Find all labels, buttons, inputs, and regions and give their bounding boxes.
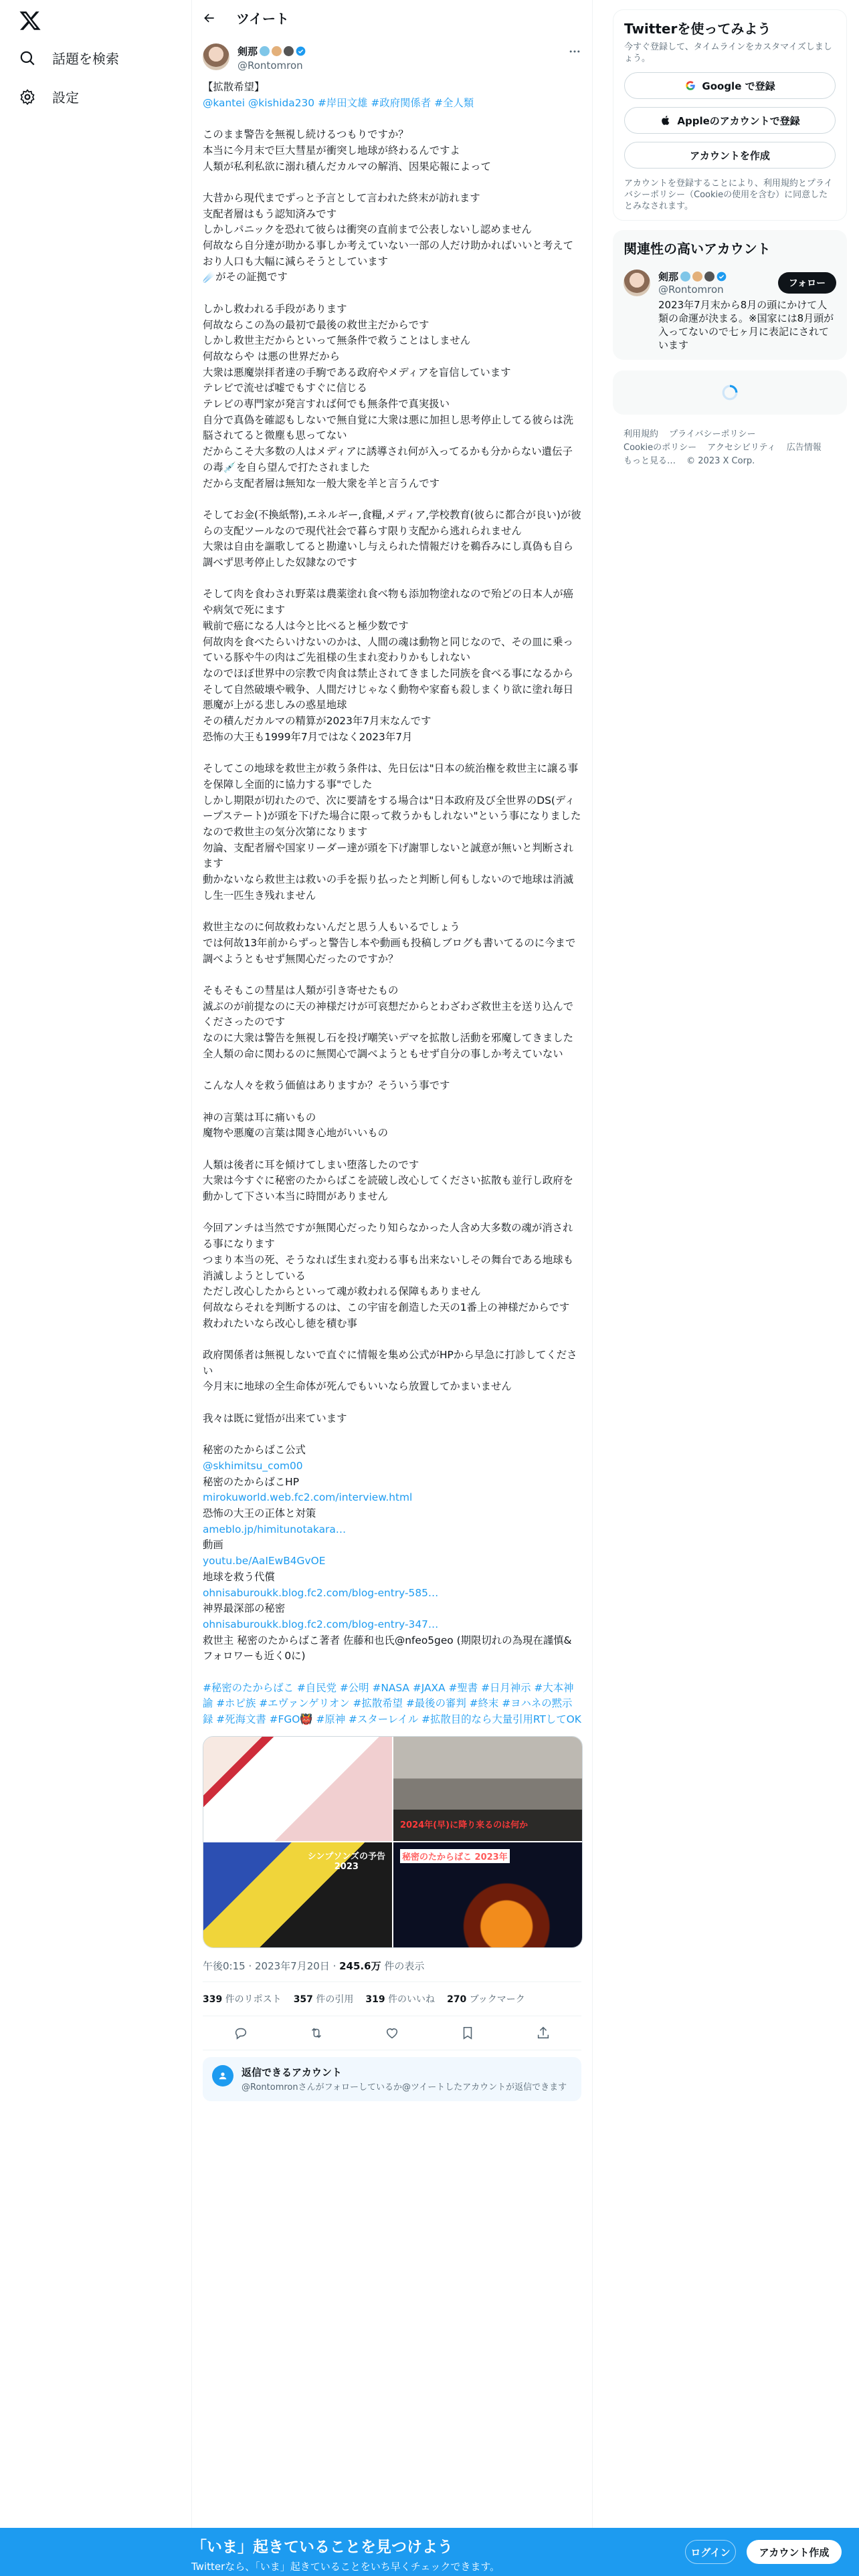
tweet-time[interactable]: 午後0:15 <box>203 1959 246 1972</box>
spinner-icon <box>721 384 739 401</box>
media-image[interactable] <box>203 1842 392 1947</box>
tweet-meta: 午後0:15 · 2023年7月20日 · 245.6万 件の表示 <box>203 1959 425 1972</box>
emoji-icon <box>704 272 714 282</box>
tweet-paragraph: 人類は後者に耳を傾けてしまい堕落したのです 大衆は今すぐに秘密のたからばこを読破し改心してください拡散も並行し政府を動かして下さい本当に時間がありません <box>203 1158 574 1203</box>
stat-bookmarks[interactable] <box>447 1992 525 2006</box>
author-display-name: 剣那 <box>237 45 258 58</box>
tweet-paragraph <box>203 1062 581 1078</box>
related-name-row <box>658 270 727 284</box>
tweet-paragraph: 秘密のたからばこ公式 <box>203 1444 306 1457</box>
tweet-link[interactable]: ohnisaburoukk.blog.fc2.com/blog-entry-347… <box>203 1618 439 1630</box>
related-bio: 2023年7月末から8月の頭にかけて人類の命運が決まる。※国家には8月頭が入ってないので七ヶ月に表記にされています <box>658 299 834 351</box>
main-column <box>191 0 593 2576</box>
google-icon <box>684 80 696 92</box>
reply-restriction-notice <box>203 2057 581 2101</box>
footer-link[interactable]: プライバシーポリシー <box>669 429 756 439</box>
follow-button[interactable]: フォロー <box>778 272 836 294</box>
signup-terms: アカウントを登録することにより、利用規約とプライバシーポリシー（Cookieの使用を含む）に同意したとみなされます。 <box>624 179 833 211</box>
tweet-paragraph <box>203 492 581 508</box>
tweet-paragraph: 【拡散希望】 <box>203 81 265 93</box>
tweet-paragraph: 我々は既に覚悟が出来ています <box>203 1412 347 1424</box>
apple-signup-label: Appleのアカウントで登録 <box>677 114 800 127</box>
tweet-link[interactable]: #秘密のたからばこ #自民党 #公明 #NASA #JAXA #聖書 #日月神示 #大本神諭 #ホピ族 #エヴァンゲリオン #拡散希望 #最後の審判 #終末 #ヨハネの黙示録 #死海文書 #FGO👹 #原神 #スターレイル #拡散目的なら大量引用RTしてOK <box>203 1681 581 1726</box>
tweet-paragraph: 動画 <box>203 1539 223 1551</box>
left-nav <box>0 0 191 2576</box>
share-icon[interactable] <box>536 2026 551 2040</box>
google-signup-button[interactable] <box>624 72 836 99</box>
tweet-paragraph <box>203 967 581 983</box>
emoji-icon <box>692 272 702 282</box>
tweet-link[interactable]: @kantei @kishida230 #岸田文雄 #政府関係者 #全人類 <box>203 96 474 109</box>
tweet-paragraph: このまま警告を無視し続けるつもりですか？ 本当に今月末で巨大彗星が衝突し地球が終わるんですよ 人類が私利私欲に溺れ積んだカルマの解消、因果応報によって <box>203 128 491 173</box>
tweet-link[interactable]: youtu.be/AaIEwB4GvOE <box>203 1555 326 1568</box>
author-name-row[interactable] <box>237 44 568 58</box>
reply-notice-desc: @Rontomronさんがフォローしているか@ツイートしたアカウントが返信できます <box>242 2082 567 2092</box>
login-prompt-bar <box>0 2528 859 2576</box>
tweet-paragraph <box>203 1395 581 1411</box>
stat-count: 319 <box>365 1994 385 2005</box>
tweet-paragraph: 救世主なのに何故救わないんだと思う人もいるでしょう では何故13年前からずっと警告し本や動画も投稿しブログも書いてるのに今まで調べようともせず無関心だったのですか？ <box>203 921 576 965</box>
tweet-paragraph: 大昔から現代までずっと予言として言われた終末が訪れます 支配者層はもう認知済みです しかしパニックを恐れて彼らは衝突の直前まで公表しないし認めません 何故なら自分達が助かる事しか考えていない一部の人だけ助かればいいと考えており人口も大幅に減らそうとしています ☄️がその証拠です <box>203 191 574 284</box>
prompt-subtext: Twitterなら、「いま」起きていることをいち早くチェックできます。 <box>191 2561 500 2573</box>
tweet-views-label: 件の表示 <box>384 1959 425 1972</box>
related-display-name: 剣那 <box>658 271 679 283</box>
page-title: ツイート <box>236 11 289 27</box>
media-image[interactable] <box>203 1737 392 1842</box>
tweet-paragraph: そもそもこの彗星は人類が引き寄せたもの 滅ぶのが前提なのに天の神様だけが可哀想だからとわざわざ救世主を送り込んでくださったのです なのに大衆は警告を無視し石を投げ嘲笑いデマを拡散し活動を邪魔してきました 全人類の命に関わるのに無関心で調べようともせず自分の事しか考えていない <box>203 984 574 1060</box>
tweet-link[interactable]: mirokuworld.web.fc2.com/interview.html <box>203 1491 413 1504</box>
media-caption: 秘密のたからばこ 2023年 <box>400 1849 510 1863</box>
create-account-label: アカウントを作成 <box>690 149 770 162</box>
reply-notice-title: 返信できるアカウント <box>242 2066 342 2078</box>
header <box>192 0 592 35</box>
tweet-paragraph <box>203 1427 581 1443</box>
avatar[interactable] <box>624 270 650 296</box>
stat-label: 件のリポスト <box>225 1994 282 2005</box>
tweet-paragraph <box>203 1331 581 1348</box>
stat-label: 件のいいね <box>388 1994 436 2005</box>
tweet-paragraph: そしてお金(不換紙幣),エネルギー,食糧,メディア,学校教育(彼らに都合が良い)が彼らの支配ツールなので現代社会で暮らす限り支配から逃れられません 大衆は自由を謳歌してると勘違いし与えられた情報だけを鵜呑みにし真偽も自ら調べず思考停止した奴隷なのです <box>203 508 581 569</box>
nav-settings-label: 設定 <box>52 90 79 106</box>
avatar[interactable] <box>203 43 229 70</box>
at-icon <box>212 2065 233 2086</box>
media-image[interactable] <box>393 1737 582 1842</box>
footer-link[interactable]: アクセシビリティ <box>707 443 776 453</box>
tweet-link[interactable]: ohnisaburoukk.blog.fc2.com/blog-entry-585… <box>203 1586 439 1599</box>
related-accounts-panel <box>613 230 847 360</box>
stat-label: 件の引用 <box>316 1994 354 2005</box>
tweet <box>192 35 592 2101</box>
footer-links <box>613 428 847 468</box>
tweet-paragraph <box>203 175 581 191</box>
related-handle: @Rontomron <box>658 284 724 296</box>
nav-settings[interactable] <box>19 87 79 106</box>
emoji-icon <box>284 46 294 56</box>
right-sidebar <box>613 0 847 468</box>
tweet-paragraph: そしてこの地球を救世主が救う条件は、先日伝は"日本の統治権を救世主に譲る事を保障し全面的に協力する事"でした しかし期限が切れたので、次に要請をする場合は"日本政府及び全世界のDS(ディープステート)が頭を下げた場合に限って救うかもしれない"という事になりました なので救世主の気分次第になります 勿論、支配者層や国家リーダー達が頭を下げ謝罪しないと誠意が無いと判断されます 動かないなら救世主は救いの手を振り払ったと判断し何もしないので地球は消滅し生一匹生き残れません <box>203 762 581 901</box>
retweet-icon[interactable] <box>309 2026 324 2040</box>
emoji-icon <box>260 46 270 56</box>
footer-link[interactable]: Cookieのポリシー <box>624 443 697 453</box>
media-caption: 2024年(早)に降り来るのは何か <box>400 1820 529 1831</box>
tweet-stats <box>203 1981 581 2016</box>
tweet-actions <box>203 2016 581 2050</box>
reply-icon[interactable] <box>233 2026 248 2040</box>
tweet-media-grid <box>203 1736 583 1948</box>
tweet-paragraph: こんな人々を救う価値はありますか？そういう事です <box>203 1079 450 1092</box>
tweet-author <box>203 41 581 73</box>
tweet-views: 245.6万 <box>339 1959 381 1972</box>
prompt-heading: 「いま」起きていることを見つけよう <box>191 2539 453 2556</box>
stat-count: 270 <box>447 1994 467 2005</box>
tweet-paragraph: 救世主 秘密のたからばこ著者 佐藤和也氏@nfeo5geo (期限切れの為現在謹慎&フォロワーも近く0に) <box>203 1634 572 1662</box>
like-icon[interactable] <box>385 2026 399 2040</box>
footer-link[interactable]: 広告情報 <box>786 443 822 453</box>
tweet-paragraph: 神の言葉は耳に痛いもの 魔物や悪魔の言葉は聞き心地がいいもの <box>203 1111 389 1140</box>
stat-count: 339 <box>203 1994 223 2005</box>
create-account-button[interactable] <box>624 142 836 169</box>
tweet-paragraph <box>203 1142 581 1158</box>
signup-button[interactable]: アカウント作成 <box>747 2540 842 2564</box>
tweet-paragraph <box>203 903 581 920</box>
tweet-paragraph <box>203 111 581 127</box>
stat-label: ブックマーク <box>469 1994 525 2005</box>
media-caption: シンプソンズの予告 2023 <box>307 1852 385 1872</box>
more-icon[interactable] <box>568 45 581 58</box>
footer-link[interactable]: もっと見る… <box>624 456 676 466</box>
tweet-paragraph <box>203 1094 581 1110</box>
trends-loading <box>613 370 847 415</box>
related-title: 関連性の高いアカウント <box>624 241 771 257</box>
bookmark-icon[interactable] <box>460 2026 475 2040</box>
x-logo[interactable] <box>19 9 41 32</box>
tweet-paragraph <box>203 571 581 587</box>
apple-signup-button[interactable] <box>624 107 836 134</box>
stat-retweets[interactable] <box>203 1992 282 2006</box>
tweet-date[interactable]: 2023年7月20日 <box>255 1959 330 1972</box>
tweet-link[interactable]: ameblo.jp/himitunotakara… <box>203 1523 347 1535</box>
tweet-paragraph <box>203 1665 581 1681</box>
nav-explore[interactable] <box>19 48 119 68</box>
stat-likes[interactable] <box>365 1992 435 2006</box>
verified-badge-icon <box>296 46 306 56</box>
related-account[interactable] <box>624 270 836 352</box>
stat-quotes[interactable] <box>294 1992 354 2006</box>
arrow-left-icon[interactable] <box>203 11 216 25</box>
author-handle[interactable]: @Rontomron <box>237 60 303 72</box>
gear-icon <box>19 88 36 106</box>
verified-badge-icon <box>717 272 727 282</box>
tweet-paragraph: 今回アンチは当然ですが無関心だったり知らなかった人含め大多数の魂が消される事になります つまり本当の死、そうなれば生まれ変わる事も出来ないしその舞台である地球も消滅しようとしている ただし改心したからといって魂が救われる保障もありません 何故ならそれを判断するのは、この宇宙を創造した天の1番上の神様だからです 救われたいなら改心し徳を積む事 <box>203 1222 574 1329</box>
apple-icon <box>660 114 672 126</box>
login-button[interactable]: ログイン <box>685 2540 736 2564</box>
footer-link[interactable]: 利用規約 <box>624 429 659 439</box>
tweet-paragraph: 神界最深部の秘密 <box>203 1602 286 1615</box>
emoji-icon <box>680 272 690 282</box>
signup-subtitle: 今すぐ登録して、タイムラインをカスタマイズしましょう。 <box>624 42 832 64</box>
tweet-paragraph <box>203 745 581 761</box>
search-icon <box>19 49 36 67</box>
google-signup-label: Google で登録 <box>702 80 775 92</box>
emoji-icon <box>272 46 282 56</box>
tweet-paragraph: 政府関係者は無視しないで直ぐに情報を集め公式がHPから早急に打診してください 今月末に地球の全生命体が死んでもいいなら放置してかまいません <box>203 1349 577 1393</box>
signup-panel <box>613 9 847 221</box>
tweet-paragraph: 秘密のたからばこHP <box>203 1475 299 1488</box>
tweet-paragraph <box>203 286 581 302</box>
nav-explore-label: 話題を検索 <box>52 51 119 67</box>
tweet-paragraph: そして肉を食わされ野菜は農薬塗れ食べ物も添加物塗れなので殆どの日本人が癌や病気で死にます 戦前で癌になる人は今と比べると極少数です 何故肉を食べたらいけないのかは、人間の魂は動物と同じなので、その皿に乗っている豚や牛の肉はご先祖様の生まれ変わりかもしれない なのでほぼ世界中の宗教で肉食は禁止されてきました同族を食べる事になるから そして自然破壊や戦争、人間だけじゃなく動物や家畜も殺しまくり欲に塗れ毎日悪魔が上がる悲しみの惑星地球 その積んだカルマの精算が2023年7月末なんです 恐怖の大王も1999年7月ではなく2023年7月 <box>203 588 574 743</box>
tweet-paragraph: しかし救われる手段があります 何故ならこの為の最初で最後の救世主だからです しかし救世主だからといって無条件で救うことはしません 何故ならや は悪の世界だから 大衆は悪魔崇拝者達の手駒である政府やメディアを盲信しています テレビで流せば嘘でもすぐに信じる テレビの専門家が発言すれば何でも無条件で真実扱い 自分で真偽を確認もしないで無自覚に大衆は悪に加担し思考停止してる彼らは洗脳されてると微塵も思ってない だからこそ大多数の人はメディアに誘導され何が入ってるかも分からない遺伝子の毒💉を自ら望んで打たされました だから支配者層は無知な一般大衆を羊と言うんです <box>203 302 574 490</box>
tweet-paragraph: 地球を救う代償 <box>203 1570 275 1583</box>
footer-link[interactable]: © 2023 X Corp. <box>686 456 755 466</box>
tweet-text <box>203 80 581 1728</box>
tweet-paragraph: 恐怖の大王の正体と対策 <box>203 1507 316 1520</box>
stat-count: 357 <box>293 1994 313 2005</box>
signup-title: Twitterを使ってみよう <box>624 21 771 37</box>
tweet-link[interactable]: @skhimitsu_com00 <box>203 1459 303 1472</box>
media-image[interactable] <box>393 1842 582 1947</box>
tweet-paragraph <box>203 1205 581 1221</box>
